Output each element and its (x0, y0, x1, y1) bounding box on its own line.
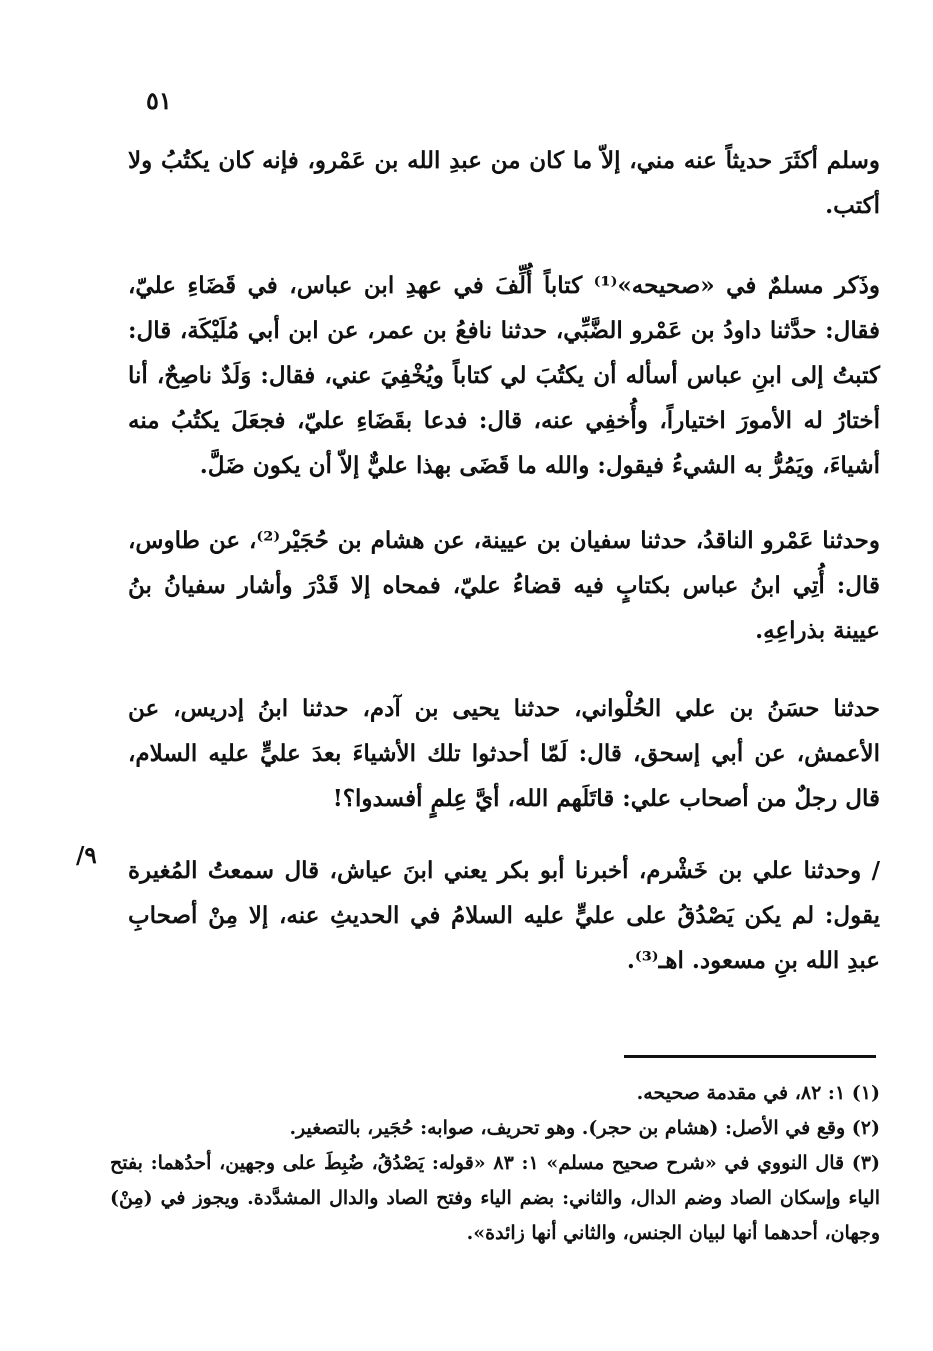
body-paragraph: وحدثنا عَمْرو الناقدُ، حدثنا سفيان بن عيينة، عن هشام بن حُجَيْر⁽²⁾، عن طاوس، قال: أُتِي ابنُ عباس بكتابٍ فيه قضاءُ عليّ، فمحاه إلا قَدْرَ وأشار سفيانُ بنُ عيينة بذراعِهِ. (128, 527, 880, 644)
footnote-divider (624, 1055, 876, 1058)
body-paragraph: حدثنا حسَنُ بن علي الحُلْواني، حدثنا يحيى بن آدم، حدثنا ابنُ إدريس، عن الأعمش، عن أبي إسحق، قال: لَمّا أحدثوا تلك الأشياءَ بعدَ عليٍّ عليه السلام، قال رجلٌ من أصحاب علي: قاتَلَهم الله، أيَّ عِلمٍ أفسدوا؟! (128, 695, 880, 812)
footnote: (١) ١: ٨٢، في مقدمة صحيحه. (636, 1082, 880, 1104)
footnote: (٢) وقع في الأصل: (هشام بن حجر). وهو تحريف، صوابه: حُجَير، بالتصغير. (289, 1117, 880, 1139)
body-paragraph: / وحدثنا علي بن خَشْرم، أخبرنا أبو بكر يعني ابنَ عياش، قال سمعتُ المُغيرة يقول: لم يكن يَصْدُقُ على عليٍّ عليه السلامُ في الحديثِ عنه، إلا مِنْ أصحابِ عبدِ الله بنِ مسعود. اهـ⁽³⁾. (128, 857, 880, 974)
footnotes (110, 1076, 880, 1251)
page-number: ٥١ (146, 86, 172, 115)
margin-page-marker: ٩/ (76, 842, 97, 869)
body-paragraph: وذَكر مسلمٌ في «صحيحه»⁽¹⁾ كتاباً أُلِّفَ في عهدِ ابن عباس، في قَضَاءِ عليّ، فقال: حدَّثنا داودُ بن عَمْرو الضَّبِّي، حدثنا نافعُ بن عمر، عن ابن أبي مُلَيْكَة، قال: كتبتُ إلى ابنِ عباس أسأله أن يكتُبَ لي كتاباً ويُخْفِيَ عني، فقال: وَلَدٌ ناصِحٌ، أنا أختارُ له الأمورَ اختياراً، وأُخفِي عنه، قال: فدعا بقَضَاءِ عليّ، فجعَلَ يكتُبُ منه أشياءَ، ويَمُرُّ به الشيءُ فيقول: والله ما قَضَى بهذا عليٌّ إلاّ أن يكون ضَلَّ. (128, 272, 880, 479)
footnote: (٣) قال النووي في «شرح صحيح مسلم» ١: ٨٣ «قوله: يَصْدُقُ، ضُبِطَ على وجهين، أحدُهما: بفتح الياء وإسكان الصاد وضم الدال، والثاني: بضم الياء وفتح الصاد والدال المشدَّدة. ويجوز في (مِنْ) وجهان، أحدهما أنها لبيان الجنس، والثاني أنها زائدة». (110, 1152, 880, 1244)
body-paragraph: وسلم أكثَرَ حديثاً عنه مني، إلاّ ما كان من عبدِ الله بن عَمْرو، فإنه كان يكتُبُ ولا أكتب. (128, 147, 880, 219)
